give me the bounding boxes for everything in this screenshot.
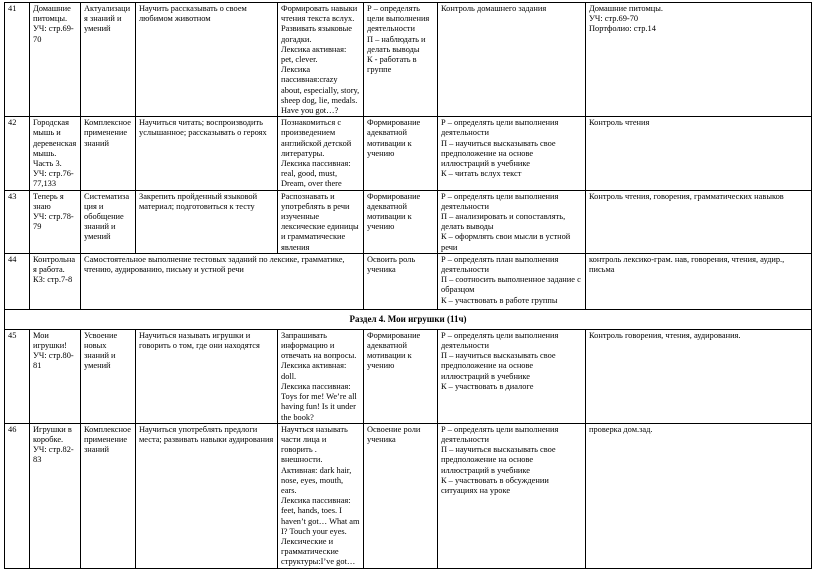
lesson-content: Формировать навыки чтения текста вслух. Развивать языковые догадки. Лексика активная: pet, clever. Лексика пассивная:crazy about, especially, story, sheep dog, lie, medals. Have you got…? [278,3,364,117]
table-row [5,253,812,309]
lesson-type: Комплексное применение знаний [81,423,136,568]
lesson-plan-table [4,2,812,569]
lesson-homework: Домашние питомцы. УЧ: стр.69-70 Портфолио: стр.14 [586,3,812,117]
lesson-number: 41 [5,3,30,117]
lesson-content: Запрашивать информацию и отвечать на вопросы. Лексика активная: doll. Лексика пассивная: Toys for me! We’re all having fun! Is it under the book? [278,329,364,423]
lesson-uud: Р – определять план выполнения деятельности П – соотносить выполненное задание с образцом К – участвовать в работе группы [438,253,586,309]
lesson-content: Научться называть части лица и говорить . внешности. Активная: dark hair, nose, eyes, mouth, ears. Лексика пассивная: feet, hands, toes. I haven’t got… What am I? Touch your eyes. Лексические и грамматические структуры:I’ve got… [278,423,364,568]
lesson-uud: Р – определять цели выполнения деятельности П – научиться высказывать свое предположение на основе иллюстраций в учебнике К – участвовать в диалоге [438,329,586,423]
lesson-uud: Р – определять цели выполнения деятельности П – научиться высказывать свое предположение на основе иллюстраций в учебнике К – участвовать в обсуждении ситуациях на уроке [438,423,586,568]
table-row [5,117,812,190]
lesson-number: 46 [5,423,30,568]
lesson-goal: Научиться употреблять предлоги места; развивать навыки аудирования [136,423,278,568]
lesson-goal: Закрепить пройденный языковой материал; подготовиться к тесту [136,190,278,253]
lesson-type: Систематизация и обобщение знаний и умений [81,190,136,253]
section-row [5,309,812,329]
lesson-number: 44 [5,253,30,309]
section-title: Раздел 4. Мои игрушки (11ч) [5,309,812,329]
lesson-motivation: Формирование адекватной мотивации к учению [364,117,438,190]
lesson-goal: Самостоятельное выполнение тестовых заданий по лексике, грамматике, чтению, аудированию, письму и устной речи [81,253,364,309]
lesson-content: Распознавать и употреблять в речи изученные лексические единицы и грамматические явления [278,190,364,253]
lesson-topic: Городская мышь и деревенская мышь. Часть 3. УЧ: стр.76-77,133 [30,117,81,190]
lesson-goal: Научиться читать; воспроизводить услышанное; рассказывать о героях [136,117,278,190]
lesson-topic: Мои игрушки! УЧ: стр.80-81 [30,329,81,423]
lesson-motivation: Формирование адекватной мотивации к учению [364,190,438,253]
lesson-number: 43 [5,190,30,253]
lesson-topic: Домашние питомцы. УЧ: стр.69-70 [30,3,81,117]
lesson-control: контроль лексико-грам. нав, говорения, чтения, аудир., письма [586,253,812,309]
lesson-type: Актуализация знаний и умений [81,3,136,117]
lesson-control: Контроль чтения, говорения, грамматических навыков [586,190,812,253]
lesson-topic: Теперь я знаю УЧ: стр.78-79 [30,190,81,253]
lesson-motivation: Формирование адекватной мотивации к учению [364,329,438,423]
lesson-control: Контроль чтения [586,117,812,190]
table-row [5,423,812,568]
lesson-topic: Контрольная работа. КЗ: стр.7-8 [30,253,81,309]
lesson-number: 45 [5,329,30,423]
lesson-type: Усвоение новых знаний и умений [81,329,136,423]
lesson-control: Контроль говорения, чтения, аудирования. [586,329,812,423]
lesson-goal: Научить рассказывать о своем любимом животном [136,3,278,117]
lesson-motivation: Освоить роль ученика [364,253,438,309]
table-row [5,190,812,253]
lesson-goal: Научиться называть игрушки и говорить о том, где они находятся [136,329,278,423]
lesson-uud: Р – определять цели выполнения деятельности П – научиться высказывать свое предположение на основе иллюстраций в учебнике К – читать вслух текст [438,117,586,190]
lesson-number: 42 [5,117,30,190]
lesson-content: Познакомиться с произведением английской детской литературы. Лексика пассивная: real, good, must, Dream, over there [278,117,364,190]
lesson-control: Контроль домашнего задания [438,3,586,117]
lesson-control: проверка дом.зад. [586,423,812,568]
table-row [5,329,812,423]
lesson-uud: Р – определять цели выполнения деятельности П – наблюдать и делать выводы К - работать в группе [364,3,438,117]
lesson-uud: Р – определять цели выполнения деятельности П – анализировать и сопоставлять, делать выводы К – оформлять свои мысли в устной речи [438,190,586,253]
lesson-motivation: Освоение роли ученика [364,423,438,568]
lesson-topic: Игрушки в коробке. УЧ: стр.82-83 [30,423,81,568]
lesson-type: Комплексное применение знаний [81,117,136,190]
table-row [5,3,812,117]
